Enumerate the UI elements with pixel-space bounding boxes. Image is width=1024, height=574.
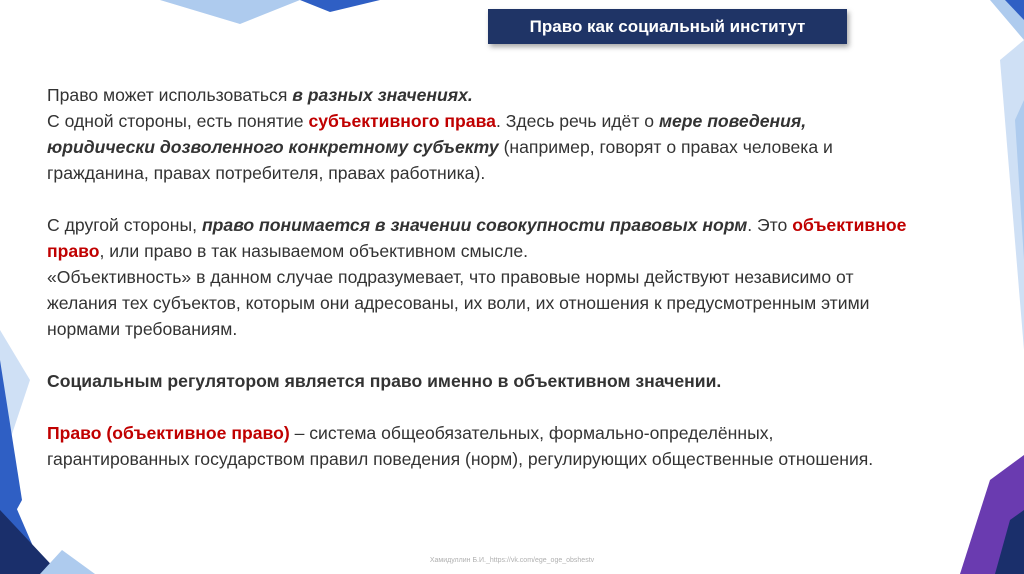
term-objective-right: объективное — [792, 215, 907, 235]
text: С одной стороны, есть понятие — [47, 111, 309, 131]
deco-shape-top-left-light — [160, 0, 300, 24]
emphasis-text: юридически дозволенного конкретному субъекту — [47, 137, 499, 157]
paragraph-definition — [47, 420, 977, 472]
text: . Это — [747, 215, 793, 235]
text: желания тех субъектов, которым они адресованы, их воли, их отношения к предусмотренным этими — [47, 293, 870, 313]
slide-body — [47, 82, 977, 472]
text: С другой стороны, — [47, 215, 202, 235]
text: гарантированных государством правил поведения (норм), регулирующих общественные отношения. — [47, 449, 874, 469]
term-definition: Право (объективное право) — [47, 423, 290, 443]
text: – система общеобязательных, формально-определённых, — [289, 423, 774, 443]
text: Право может использоваться — [47, 85, 293, 105]
paragraph-objective — [47, 212, 977, 342]
text: «Объективность» в данном случае подразумевает, что правовые нормы действуют независимо от — [47, 267, 854, 287]
term-subjective-right: субъективного права — [308, 111, 496, 131]
text: . Здесь речь идёт о — [495, 111, 659, 131]
emphasis-text: в разных значениях. — [292, 85, 473, 105]
text: , или право в так называемом объективном смысле. — [99, 241, 529, 261]
slide-title: Право как социальный институт — [488, 9, 847, 44]
text: гражданина, правах потребителя, правах работника). — [47, 163, 486, 183]
deco-shape-top-left-dark — [300, 0, 380, 12]
emphasis-text: право понимается в значении совокупности правовых норм — [201, 215, 748, 235]
emphasis-text: мере поведения, — [658, 111, 807, 131]
paragraph-meanings — [47, 82, 977, 186]
footer-credit: Хамидуллин Б.И._https://vk.com/ege_oge_obshestv — [429, 557, 595, 564]
text: нормами требованиям. — [47, 319, 238, 339]
text: (например, говорят о правах человека и — [498, 137, 833, 157]
term-objective-right-cont: право — [47, 241, 100, 261]
paragraph-regulator: Социальным регулятором является право именно в объективном значении. — [47, 371, 722, 391]
